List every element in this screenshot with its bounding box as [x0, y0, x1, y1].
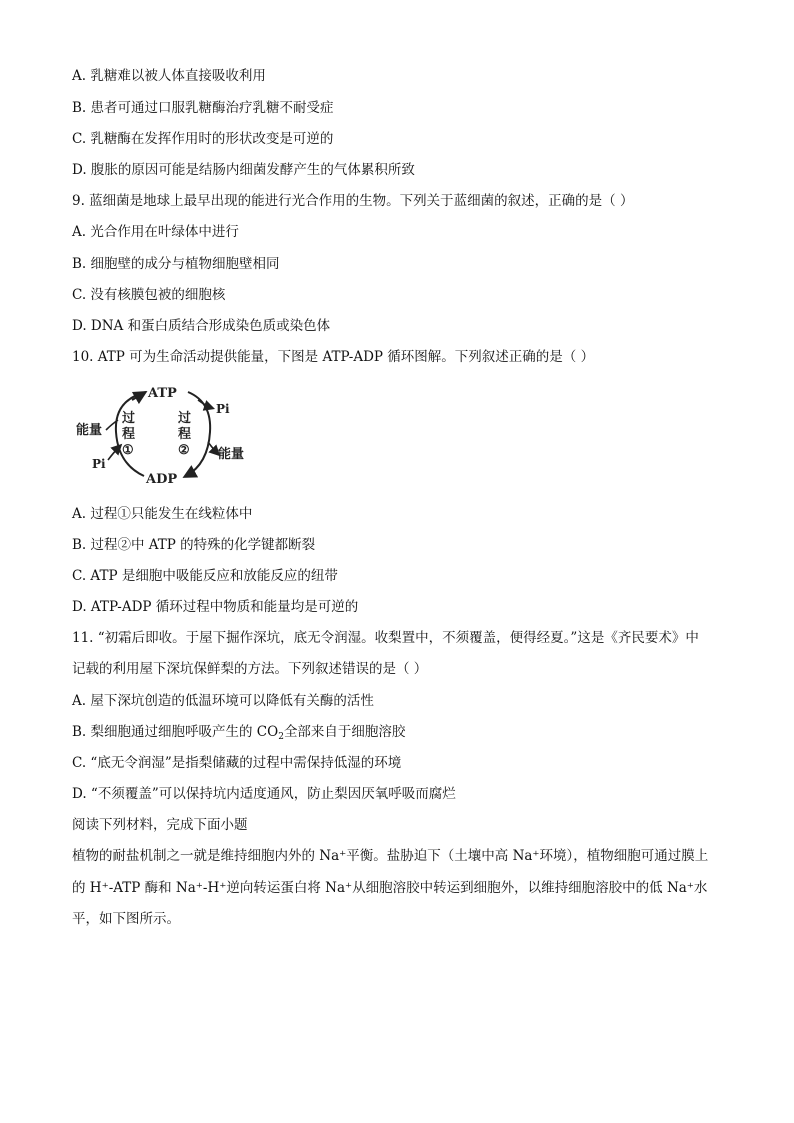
co2-subscript: 2 — [278, 732, 284, 742]
process2-char-2: 程 — [178, 427, 192, 442]
atp-adp-cycle-diagram — [72, 380, 262, 488]
pi-bottom-label: Pi — [92, 457, 106, 471]
q8-option-d: D. 腹胀的原因可能是结肠内细菌发酵产生的气体累积所致 — [72, 162, 415, 178]
q9-stem: 9. 蓝细菌是地球上最早出现的能进行光合作用的生物。下列关于蓝细菌的叙述，正确的是（ ） — [72, 193, 634, 209]
process1-char-2: 程 — [122, 427, 136, 442]
q11-stem-line1: 11. “初霜后即收。于屋下掘作深坑，底无令润湿。收梨置中，不须覆盖，便得经夏。”这是《齐民要术》中 — [72, 630, 699, 646]
process1-char-3: ① — [122, 443, 134, 458]
q11-option-c: C. “底无令润湿”是指梨储藏的过程中需保持低湿的环境 — [72, 755, 402, 771]
q9-option-c: C. 没有核膜包被的细胞核 — [72, 287, 226, 303]
energy-right-label: 能量 — [218, 447, 245, 462]
pi-in-arrow — [108, 446, 120, 460]
reading-intro: 阅读下列材料，完成下面小题 — [72, 817, 248, 833]
q11-option-a: A. 屋下深坑创造的低温环境可以降低有关酶的活性 — [72, 693, 374, 709]
reading-paragraph-line1: 植物的耐盐机制之一就是维持细胞内外的 Na⁺平衡。盐胁迫下（土壤中高 Na⁺环境），植物细胞可通过膜上 — [72, 848, 709, 864]
q11-option-b-pre: B. 梨细胞通过细胞呼吸产生的 CO — [72, 724, 279, 740]
q8-option-c: C. 乳糖酶在发挥作用时的形状改变是可逆的 — [72, 131, 334, 147]
q11-option-d: D. “不须覆盖”可以保持坑内适度通风，防止梨因厌氧呼吸而腐烂 — [72, 786, 456, 802]
q10-option-c: C. ATP 是细胞中吸能反应和放能反应的纽带 — [72, 568, 338, 584]
energy-out-arrow — [208, 442, 218, 454]
pi-top-label: Pi — [216, 402, 230, 416]
q8-option-a: A. 乳糖难以被人体直接吸收利用 — [72, 68, 266, 84]
q10-option-b: B. 过程②中 ATP 的特殊的化学键都断裂 — [72, 537, 316, 553]
reading-paragraph-line2: 的 H⁺-ATP 酶和 Na⁺-H⁺逆向转运蛋白将 Na⁺从细胞溶胶中转运到细胞外，以维持细胞溶胶中的低 Na⁺水 — [72, 880, 708, 896]
adp-label: ADP — [146, 472, 178, 487]
q9-option-d: D. DNA 和蛋白质结合形成染色质或染色体 — [72, 318, 331, 334]
q9-option-a: A. 光合作用在叶绿体中进行 — [72, 224, 239, 240]
q10-stem: 10. ATP 可为生命活动提供能量，下图是 ATP-ADP 循环图解。下列叙述正确的是（ ） — [72, 349, 595, 365]
q10-option-a: A. 过程①只能发生在线粒体中 — [72, 506, 253, 522]
q8-option-b: B. 患者可通过口服乳糖酶治疗乳糖不耐受症 — [72, 100, 334, 116]
energy-left-label: 能量 — [76, 423, 103, 438]
q11-stem-line2: 记载的利用屋下深坑保鲜梨的方法。下列叙述错误的是（ ） — [72, 661, 428, 677]
q9-option-b: B. 细胞壁的成分与植物细胞壁相同 — [72, 256, 280, 272]
process2-char-1: 过 — [178, 411, 192, 426]
q10-option-d: D. ATP-ADP 循环过程中物质和能量均是可逆的 — [72, 599, 359, 615]
q11-option-b — [72, 723, 732, 746]
process1-char-1: 过 — [122, 411, 136, 426]
reading-paragraph-line3: 平，如下图所示。 — [72, 911, 180, 927]
process2-char-3: ② — [178, 443, 190, 458]
atp-label: ATP — [148, 386, 177, 401]
q11-option-b-post: 全部来自于细胞溶胶 — [283, 724, 406, 740]
